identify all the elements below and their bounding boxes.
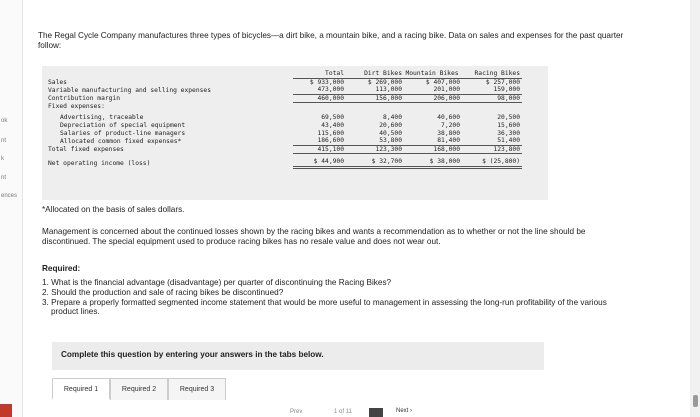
col-header-total: Total <box>293 70 346 78</box>
tab-required-3[interactable]: Required 3 <box>168 378 226 400</box>
cell: 415,100 <box>293 145 346 154</box>
tab-required-1[interactable]: Required 1 <box>52 378 110 400</box>
row-label: Sales <box>48 78 67 86</box>
cell: 460,000 <box>293 94 346 103</box>
cell: 201,000 <box>404 86 462 94</box>
problem-intro: The Regal Cycle Company manufactures three types of bicycles—a dirt bike, a mountain bike, and a racing bike. Data on sales and expenses for the past quarter follow: <box>38 31 624 50</box>
cell: 20,500 <box>497 114 520 122</box>
cell: 40,600 <box>437 114 460 122</box>
row-label: Net operating income (loss) <box>48 159 151 167</box>
table-row <box>48 94 522 103</box>
cell: $ 32,700 <box>346 158 404 167</box>
cell: 69,500 <box>321 114 344 122</box>
table-row <box>48 114 522 122</box>
nav-label[interactable]: ences <box>1 193 18 199</box>
cell: 15,600 <box>497 122 520 130</box>
instruction-text: Complete this question by entering your answers in the tabs below. <box>61 350 324 359</box>
cell: 40,500 <box>379 129 402 137</box>
cell: 36,300 <box>497 129 520 137</box>
cell: 186,600 <box>293 137 346 145</box>
cell: 53,800 <box>346 137 404 145</box>
table-row <box>48 78 522 86</box>
required-heading: Required: <box>42 264 81 273</box>
col-header-racing: Racing Bikes <box>462 70 522 78</box>
next-button[interactable] <box>396 408 432 417</box>
row-label: Contribution margin <box>48 95 121 103</box>
table-row <box>48 103 522 111</box>
list-item: 2. Should the production and sale of racing bikes be discontinued? <box>42 287 284 297</box>
table-row <box>48 145 522 154</box>
management-paragraph: Management is concerned about the continued losses shown by the racing bikes and wants a recommendation as to whether or not the line should be discontinued. The special equipment used to produce racing bikes has no resale value and does not wear out. <box>42 227 586 246</box>
cell: 123,800 <box>462 145 522 154</box>
scrollbar[interactable] <box>690 0 700 417</box>
cell: $ 38,000 <box>404 158 462 167</box>
cell: 81,400 <box>404 137 462 145</box>
cell: 115,600 <box>317 129 344 137</box>
nav-label[interactable]: k <box>1 156 4 162</box>
cell: $ 44,900 <box>293 158 346 167</box>
prev-button[interactable]: Prev <box>290 409 303 415</box>
cell: 123,300 <box>346 145 404 154</box>
table-header-row <box>48 70 522 78</box>
instruction-banner <box>52 342 544 370</box>
row-label: Allocated common fixed expenses* <box>60 137 182 145</box>
cell: 168,000 <box>404 145 462 154</box>
nav-label[interactable]: ok <box>1 118 8 124</box>
list-item: 3. Prepare a properly formatted segmented income statement that would be more useful to management in assessing the long-run profitability of the various product lines. <box>42 297 607 317</box>
cell: 113,000 <box>346 86 404 94</box>
financial-table-panel <box>42 66 548 200</box>
col-header-dirt: Dirt Bikes <box>346 70 404 78</box>
cell: $ (25,800) <box>462 158 522 167</box>
cell: 156,000 <box>346 94 404 103</box>
row-label: Fixed expenses: <box>48 102 105 110</box>
table-row <box>48 130 522 138</box>
active-marker <box>0 404 12 417</box>
grid-icon[interactable] <box>369 408 383 417</box>
cell: 206,000 <box>404 94 462 103</box>
nav-label[interactable]: nt <box>1 138 7 144</box>
row-label: Salaries of product-line managers <box>60 129 186 137</box>
cell: $ 269,000 <box>367 78 402 86</box>
cell: 43,400 <box>321 122 344 130</box>
page-indicator: 1 of 11 <box>334 409 352 415</box>
table-row <box>48 86 522 94</box>
cell: 38,800 <box>437 129 460 137</box>
left-nav-strip <box>0 0 23 417</box>
col-header-mountain: Mountain Bikes <box>404 70 462 78</box>
table-row <box>48 137 522 145</box>
segmented-income-table <box>48 70 522 169</box>
cell: 98,000 <box>462 94 522 103</box>
list-item: 1. What is the financial advantage (disadvantage) per quarter of discontinuing the Racing Bikes? <box>42 278 392 287</box>
cell: 20,600 <box>379 122 402 130</box>
row-label: Advertising, traceable <box>60 114 144 122</box>
cell: $ 933,000 <box>309 78 344 86</box>
cell: $ 257,000 <box>485 78 520 86</box>
cell: 159,000 <box>462 86 522 94</box>
cell: $ 407,000 <box>425 78 460 86</box>
next-label: Next <box>396 408 409 414</box>
table-row <box>48 158 522 167</box>
footnote: *Allocated on the basis of sales dollars. <box>42 205 185 214</box>
chevron-right-icon: › <box>410 408 413 414</box>
row-label: Total fixed expenses <box>48 146 124 154</box>
row-label: Variable manufacturing and selling expenses <box>48 86 212 94</box>
required-list <box>42 278 632 317</box>
row-label: Depreciation of special equipment <box>60 122 186 130</box>
cell: 51,400 <box>462 137 522 145</box>
cell: 8,400 <box>383 114 402 122</box>
cell: 473,000 <box>293 86 346 94</box>
scrollbar-thumb[interactable] <box>693 395 698 407</box>
table-row <box>48 122 522 130</box>
cell: 7,200 <box>441 122 460 130</box>
nav-label[interactable]: nt <box>1 175 7 181</box>
tab-required-2[interactable]: Required 2 <box>110 378 168 400</box>
